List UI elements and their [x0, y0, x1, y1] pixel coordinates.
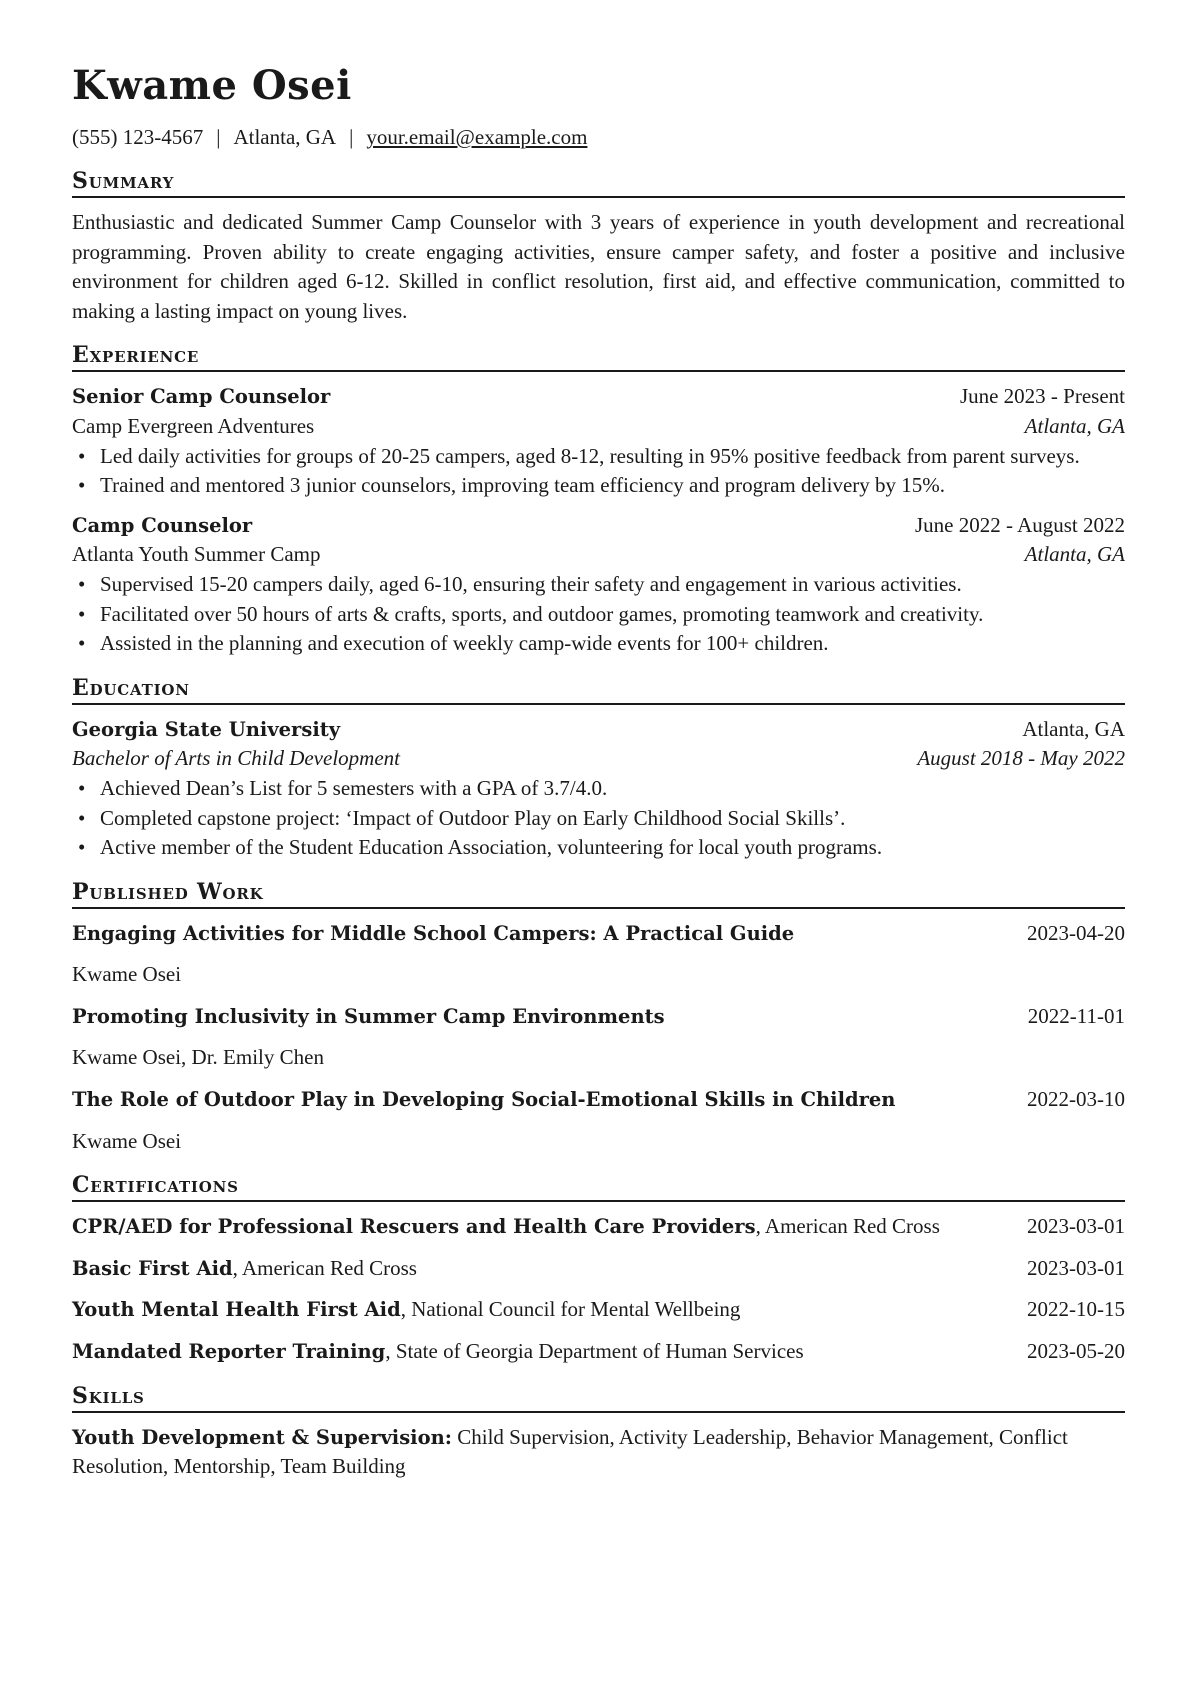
certification-row [72, 1254, 1125, 1284]
experience-org-row [72, 412, 1125, 442]
certification-entry [72, 1337, 804, 1367]
location: Atlanta, GA [233, 125, 337, 149]
education-section [72, 673, 1125, 863]
job-bullets [72, 570, 1125, 659]
list-item: • Trained and mentored 3 junior counselors, improving team efficiency and program delivery by 15%. [72, 471, 1125, 501]
degree-name: Bachelor of Arts in Child Development [72, 746, 400, 771]
skills-text [72, 1423, 1125, 1482]
resume-page [72, 58, 1125, 1482]
certification-row [72, 1295, 1125, 1325]
published-section [72, 877, 1125, 1157]
certification-entry [72, 1295, 740, 1325]
section-title-education: Education [72, 673, 1125, 705]
job-dates: June 2023 - Present [959, 384, 1125, 409]
list-item: • Led daily activities for groups of 20-25 campers, aged 8-12, resulting in 95% positive feedback from parent surveys. [72, 442, 1125, 472]
certification-name: Basic First Aid [72, 1256, 233, 1280]
skills-label: Youth Development & Supervision: [72, 1425, 452, 1449]
certification-issuer: , National Council for Mental Wellbeing [400, 1297, 741, 1322]
experience-header-row [72, 511, 1125, 541]
education-bullets [72, 774, 1125, 863]
summary-section [72, 166, 1125, 326]
experience-header-row [72, 382, 1125, 412]
certifications-section [72, 1170, 1125, 1366]
job-dates: June 2022 - August 2022 [915, 512, 1125, 537]
list-item: • Assisted in the planning and execution of weekly camp-wide events for 100+ children. [72, 629, 1125, 659]
experience-section [72, 340, 1125, 658]
section-title-summary: Summary [72, 166, 1125, 198]
certification-row [72, 1337, 1125, 1367]
publication-authors: Kwame Osei [72, 962, 182, 987]
section-title-experience: Experience [72, 340, 1125, 372]
job-title: Senior Camp Counselor [72, 385, 331, 409]
contact-separator: | [216, 125, 221, 149]
list-item: • Achieved Dean’s List for 5 semesters with a GPA of 3.7/4.0. [72, 774, 1125, 804]
certification-name: Mandated Reporter Training [72, 1340, 386, 1364]
education-header-row [72, 715, 1125, 745]
certification-date: 2022-10-15 [1027, 1297, 1125, 1322]
education-dates: August 2018 - May 2022 [917, 746, 1125, 771]
job-bullets [72, 442, 1125, 501]
publication-date: 2022-11-01 [1027, 1003, 1125, 1028]
publication-date: 2023-04-20 [1027, 920, 1125, 945]
publication-title: Engaging Activities for Middle School Campers: A Practical Guide [72, 921, 795, 945]
list-item: • Supervised 15-20 campers daily, aged 6-10, ensuring their safety and engagement in various activities. [72, 570, 1125, 600]
section-title-skills: Skills [72, 1381, 1125, 1413]
experience-entry [72, 382, 1125, 500]
summary-text: Enthusiastic and dedicated Summer Camp Counselor with 3 years of experience in youth development and recreational programming. Proven ability to create engaging activities, ensure camper safety, and foster a positive and inclusive environment for children aged 6-12. Skilled in conflict resolution, first aid, and effective communication, committed to making a lasting impact on young lives. [72, 210, 1125, 323]
certification-date: 2023-05-20 [1027, 1339, 1125, 1364]
certification-name: CPR/AED for Professional Rescuers and Health Care Providers [72, 1215, 756, 1239]
publication-row [72, 919, 1125, 949]
certification-entry [72, 1254, 417, 1284]
job-location: Atlanta, GA [1024, 413, 1125, 438]
job-organization: Atlanta Youth Summer Camp [72, 542, 321, 567]
section-title-certifications: Certifications [72, 1170, 1125, 1202]
experience-entry [72, 511, 1125, 659]
skills-list: Child Supervision, Activity Leadership, Behavior Management, Conflict Resolution, Mentorship, Team Building [72, 1424, 1068, 1479]
certification-row [72, 1212, 1125, 1242]
job-organization: Camp Evergreen Adventures [72, 413, 315, 438]
list-item: • Active member of the Student Education Association, volunteering for local youth programs. [72, 833, 1125, 863]
experience-org-row [72, 540, 1125, 570]
education-degree-row [72, 744, 1125, 774]
school-name: Georgia State University [72, 717, 341, 741]
contact-line [72, 122, 1125, 152]
job-title: Camp Counselor [72, 513, 253, 537]
job-location: Atlanta, GA [1024, 542, 1125, 567]
publication-date: 2022-03-10 [1027, 1087, 1125, 1112]
publication-authors: Kwame Osei, Dr. Emily Chen [72, 1045, 324, 1070]
certification-name: Youth Mental Health First Aid [72, 1298, 401, 1322]
certification-entry [72, 1212, 940, 1242]
publication-row [72, 1085, 1125, 1115]
certification-date: 2023-03-01 [1027, 1214, 1125, 1239]
certification-issuer: , American Red Cross [232, 1255, 417, 1280]
certification-issuer: , American Red Cross [755, 1214, 940, 1239]
school-location: Atlanta, GA [1022, 716, 1125, 741]
email-link[interactable]: your.email@example.com [366, 125, 588, 149]
publication-row [72, 1002, 1125, 1032]
certification-date: 2023-03-01 [1027, 1255, 1125, 1280]
skills-section [72, 1381, 1125, 1482]
list-item: • Facilitated over 50 hours of arts & crafts, sports, and outdoor games, promoting teamwork and creativity. [72, 600, 1125, 630]
publication-title: Promoting Inclusivity in Summer Camp Environments [72, 1004, 665, 1028]
publication-authors: Kwame Osei [72, 1128, 182, 1153]
contact-separator: | [349, 125, 354, 149]
certification-issuer: , State of Georgia Department of Human Services [385, 1339, 804, 1364]
publication-title: The Role of Outdoor Play in Developing Social-Emotional Skills in Children [72, 1088, 896, 1112]
list-item: • Completed capstone project: ‘Impact of Outdoor Play on Early Childhood Social Skills’. [72, 804, 1125, 834]
candidate-name: Kwame Osei [72, 62, 352, 109]
section-title-published: Published Work [72, 877, 1125, 909]
phone-number: (555) 123-4567 [72, 125, 204, 149]
